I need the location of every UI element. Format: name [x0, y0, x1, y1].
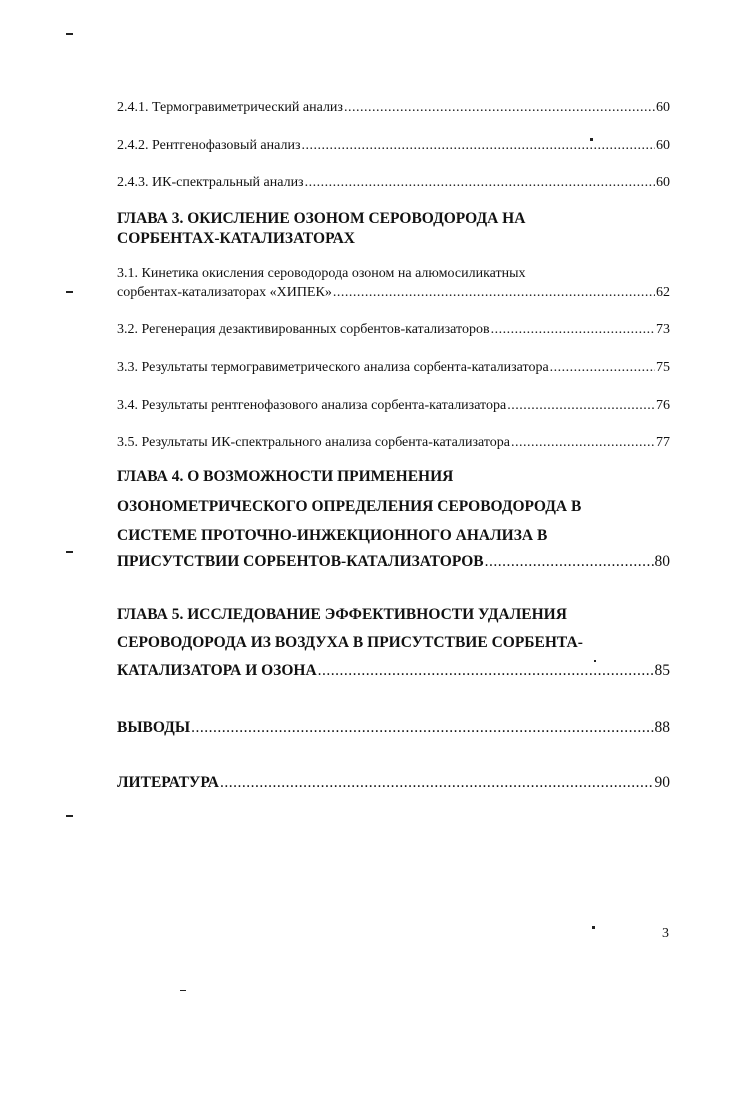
toc-entry-3-3: [117, 360, 670, 376]
toc-page-number: 77: [656, 435, 670, 450]
scan-speck: [592, 926, 595, 929]
leader-dots: [305, 175, 655, 191]
toc-entry-chapter-4: [117, 553, 670, 571]
leader-dots: [344, 100, 655, 116]
toc-page-number: 85: [654, 662, 670, 679]
toc-entry-3-4: [117, 398, 670, 414]
scan-speck: [66, 291, 73, 293]
toc-entry-literature: [117, 774, 670, 792]
leader-dots: [318, 662, 654, 680]
toc-entry-label: 2.4.1. Термогравиметрический анализ: [117, 100, 343, 115]
leader-dots: [491, 322, 655, 338]
leader-dots: [333, 285, 655, 301]
toc-entry-3-2: [117, 322, 670, 338]
scan-speck: [66, 33, 73, 35]
scan-speck: [66, 551, 73, 553]
chapter-5-title-line1: ГЛАВА 5. ИССЛЕДОВАНИЕ ЭФФЕКТИВНОСТИ УДАЛЕНИЯ: [117, 606, 567, 623]
leader-dots: [191, 719, 653, 737]
toc-entry-label: ВЫВОДЫ: [117, 719, 191, 736]
leader-dots: [485, 553, 654, 571]
toc-entry-3-1-line1: 3.1. Кинетика окисления сероводорода озоном на алюмосиликатных: [117, 266, 526, 281]
toc-page-number: 60: [656, 175, 670, 190]
toc-entry-label: 3.3. Результаты термогравиметрического анализа сорбента-катализатора: [117, 360, 549, 375]
toc-entry-label: ЛИТЕРАТУРА: [117, 774, 219, 791]
toc-entry-label: 3.4. Результаты рентгенофазового анализа сорбента-катализатора: [117, 398, 507, 413]
toc-page-number: 80: [654, 553, 670, 570]
scan-speck: [180, 990, 186, 991]
leader-dots: [507, 398, 655, 414]
chapter-3-title-line2: СОРБЕНТАХ-КАТАЛИЗАТОРАХ: [117, 230, 355, 247]
toc-page-number: 60: [656, 100, 670, 115]
scan-speck: [590, 138, 593, 141]
leader-dots: [550, 360, 655, 376]
chapter-4-title-line1: ГЛАВА 4. О ВОЗМОЖНОСТИ ПРИМЕНЕНИЯ: [117, 468, 454, 485]
toc-page-number: 76: [656, 398, 670, 413]
toc-page-number: 62: [656, 285, 670, 300]
chapter-4-title-line2: ОЗОНОМЕТРИЧЕСКОГО ОПРЕДЕЛЕНИЯ СЕРОВОДОРОДА В: [117, 498, 582, 515]
toc-entry-3-5: [117, 435, 670, 451]
toc-entry-label: ПРИСУТСТВИИ СОРБЕНТОВ-КАТАЛИЗАТОРОВ: [117, 553, 484, 570]
scan-speck: [594, 660, 596, 662]
toc-entry-2-4-2: [117, 138, 670, 154]
toc-page-number: 60: [656, 138, 670, 153]
page-number: 3: [662, 926, 669, 941]
toc-page-number: 88: [654, 719, 670, 736]
toc-entry-label: 2.4.2. Рентгенофазовый анализ: [117, 138, 301, 153]
toc-entry-chapter-5: [117, 662, 670, 680]
toc-page-number: 75: [656, 360, 670, 375]
toc-page-number: 73: [656, 322, 670, 337]
toc-entry-conclusions: [117, 719, 670, 737]
toc-page-number: 90: [654, 774, 670, 791]
scan-speck: [66, 815, 73, 817]
toc-entry-label: сорбентах-катализаторах «ХИПЕК»: [117, 285, 332, 300]
chapter-4-title-line3: СИСТЕМЕ ПРОТОЧНО-ИНЖЕКЦИОННОГО АНАЛИЗА В: [117, 527, 548, 544]
leader-dots: [301, 138, 655, 154]
toc-entry-label: 3.5. Результаты ИК-спектрального анализа сорбента-катализатора: [117, 435, 511, 450]
leader-dots: [511, 435, 655, 451]
chapter-3-title-line1: ГЛАВА 3. ОКИСЛЕНИЕ ОЗОНОМ СЕРОВОДОРОДА НА: [117, 210, 526, 227]
chapter-5-title-line2: СЕРОВОДОРОДА ИЗ ВОЗДУХА В ПРИСУТСТВИЕ СОРБЕНТА-: [117, 634, 583, 651]
toc-entry-label: 3.2. Регенерация дезактивированных сорбентов-катализаторов: [117, 322, 490, 337]
toc-entry-2-4-1: [117, 100, 670, 116]
toc-entry-2-4-3: [117, 175, 670, 191]
toc-entry-label: 2.4.3. ИК-спектральный анализ: [117, 175, 304, 190]
leader-dots: [220, 774, 654, 792]
toc-entry-label: КАТАЛИЗАТОРА И ОЗОНА: [117, 662, 317, 679]
toc-entry-3-1: [117, 285, 670, 301]
